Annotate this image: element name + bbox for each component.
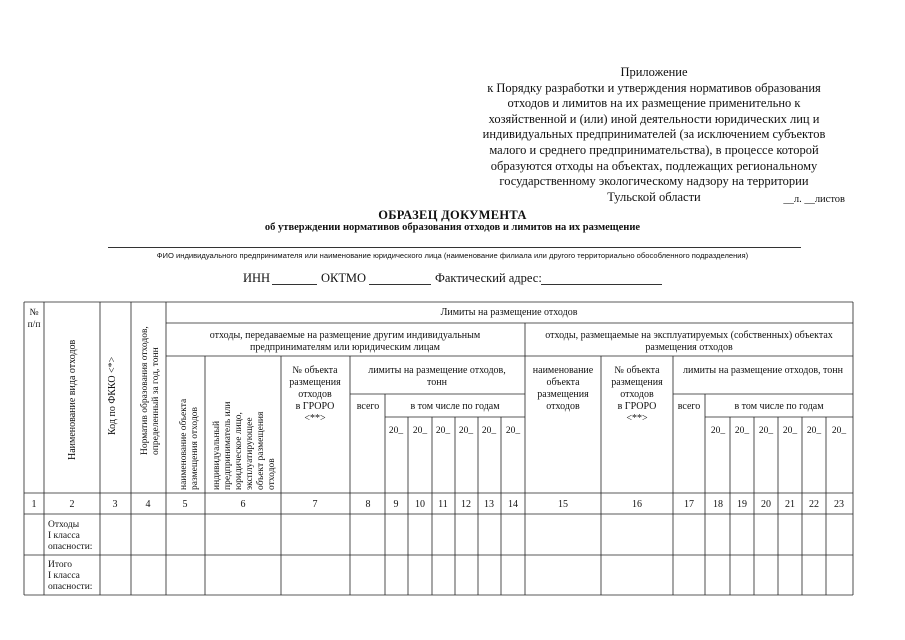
column-number: 18 [713, 499, 723, 510]
header-object-no: в ГРОРО [295, 401, 335, 412]
header-object-no: <**> [304, 413, 326, 424]
header-year: 20_ [388, 426, 404, 436]
header-object-name: наименование объекта [179, 398, 189, 490]
header-year: 20_ [412, 426, 428, 436]
header-year: 20_ [458, 426, 474, 436]
header-year-own: 20_ [734, 426, 750, 436]
appendix-title: Приложение [620, 65, 688, 79]
appendix-line: к Порядку разработки и утверждения нормативов образования [487, 80, 821, 95]
appendix-line: хозяйственной и (или) иной деятельности юридических лиц и [488, 111, 820, 126]
header-total-own: всего [677, 401, 701, 412]
row-label: Отходы [48, 520, 80, 530]
header-limits-tons-own: лимиты на размещение отходов, тонн [682, 365, 844, 376]
column-number: 5 [182, 499, 188, 510]
column-number: 6 [240, 499, 246, 510]
column-number-row [32, 499, 845, 510]
header-year-own: 20_ [831, 426, 847, 436]
table-row [48, 520, 92, 552]
table-row [48, 560, 92, 592]
header-by-years: в том числе по годам [410, 401, 500, 412]
column-number: 14 [508, 499, 518, 510]
column-number: 4 [145, 499, 151, 510]
column-number: 1 [31, 499, 37, 510]
header-operator: индивидуальный [212, 420, 222, 490]
document-title: ОБРАЗЕЦ ДОКУМЕНТА [378, 208, 527, 222]
header-operator: объект размещения [256, 411, 266, 490]
header-object-no: отходов [298, 389, 332, 400]
column-number: 3 [112, 499, 118, 510]
sheets-count: __л. __листов [783, 194, 845, 205]
header-object-name-own: отходов [546, 401, 580, 412]
appendix-line: государственному экологическому надзору на территории [499, 174, 809, 189]
group-transferred-header: отходы, передаваемые на размещение другим индивидуальным [209, 330, 481, 341]
row-label: I класса [48, 531, 80, 541]
header-year-own: 20_ [782, 426, 798, 436]
column-number: 20 [761, 499, 771, 510]
header-operator: юридическое лицо, [234, 412, 244, 490]
document-subtitle: об утверждении нормативов образования отходов и лимитов на их размещение [264, 222, 641, 233]
header-object-name-own: объекта [546, 377, 580, 388]
header-no: № [29, 308, 39, 318]
inn-label: ИНН [243, 271, 271, 285]
header-fkko-code: Код по ФККО <*> [107, 356, 118, 435]
header-year-own: 20_ [710, 426, 726, 436]
header-object-no-own: № объекта [614, 365, 660, 376]
header-operator: отходов [267, 458, 277, 490]
header-operator: эксплуатирующее [245, 417, 255, 490]
column-number: 7 [312, 499, 318, 510]
header-object-no: № объекта [292, 365, 338, 376]
header-by-years-own: в том числе по годам [734, 401, 824, 412]
column-number: 8 [365, 499, 371, 510]
header-object-no-own: <**> [626, 413, 648, 424]
group-transferred-header: предпринимателям или юридическим лицам [250, 342, 440, 353]
column-number: 9 [393, 499, 399, 510]
header-norm: Норматив образования отходов, [140, 326, 150, 455]
header-object-no-own: отходов [620, 389, 654, 400]
header-operator: предприниматель или [223, 401, 233, 490]
column-number: 19 [737, 499, 747, 510]
appendix-line: Тульской области [607, 189, 701, 204]
address-label: Фактический адрес: [435, 271, 542, 285]
header-limits-tons: лимиты на размещение отходов, [368, 365, 506, 376]
oktmo-label: ОКТМО [321, 271, 366, 285]
header-object-no-own: размещения [611, 377, 663, 388]
fio-caption: ФИО индивидуального предпринимателя или наименование юридического лица (наименование филиала или другого территориально обособленного подразделения) [156, 251, 749, 260]
header-object-name-own: наименование [532, 365, 594, 376]
column-number: 12 [461, 499, 471, 510]
header-year-own: 20_ [758, 426, 774, 436]
column-number: 10 [415, 499, 425, 510]
header-object-name: размещения отходов [190, 407, 200, 490]
header-year-own: 20_ [806, 426, 822, 436]
limits-header: Лимиты на размещение отходов [440, 307, 578, 318]
column-number: 11 [438, 499, 448, 510]
header-object-no: размещения [289, 377, 341, 388]
appendix-line: малого и среднего предпринимательства), в процессе которой [489, 142, 819, 157]
header-total: всего [356, 401, 380, 412]
row-label: Итого [48, 560, 73, 570]
header-norm: определенный за год, тонн [151, 347, 161, 455]
header-year: 20_ [435, 426, 451, 436]
header-limits-tons: тонн [427, 377, 447, 388]
column-number: 21 [785, 499, 795, 510]
appendix-line: индивидуальных предпринимателей (за исключением субъектов [482, 127, 826, 142]
row-label: I класса [48, 571, 80, 581]
group-own-header: размещения отходов [645, 342, 733, 353]
row-label: опасности: [48, 582, 93, 592]
group-own-header: отходы, размещаемые на эксплуатируемых (собственных) объектах [545, 330, 833, 341]
header-object-name-own: размещения [537, 389, 589, 400]
appendix-line: отходов и лимитов на их размещение применительно к [507, 96, 801, 111]
header-waste-name: Наименование вида отходов [67, 339, 78, 460]
column-number: 16 [632, 499, 642, 510]
column-number: 22 [809, 499, 819, 510]
column-number: 2 [69, 499, 75, 510]
header-year: 20_ [505, 426, 521, 436]
header-year: 20_ [481, 426, 497, 436]
appendix-line: образуются отходы на объектах, подлежащих региональному [490, 158, 818, 173]
column-number: 13 [484, 499, 494, 510]
column-number: 15 [558, 499, 568, 510]
column-number: 17 [684, 499, 694, 510]
header-object-no-own: в ГРОРО [617, 401, 657, 412]
column-number: 23 [834, 499, 844, 510]
header-no: п/п [27, 320, 41, 330]
row-label: опасности: [48, 542, 93, 552]
